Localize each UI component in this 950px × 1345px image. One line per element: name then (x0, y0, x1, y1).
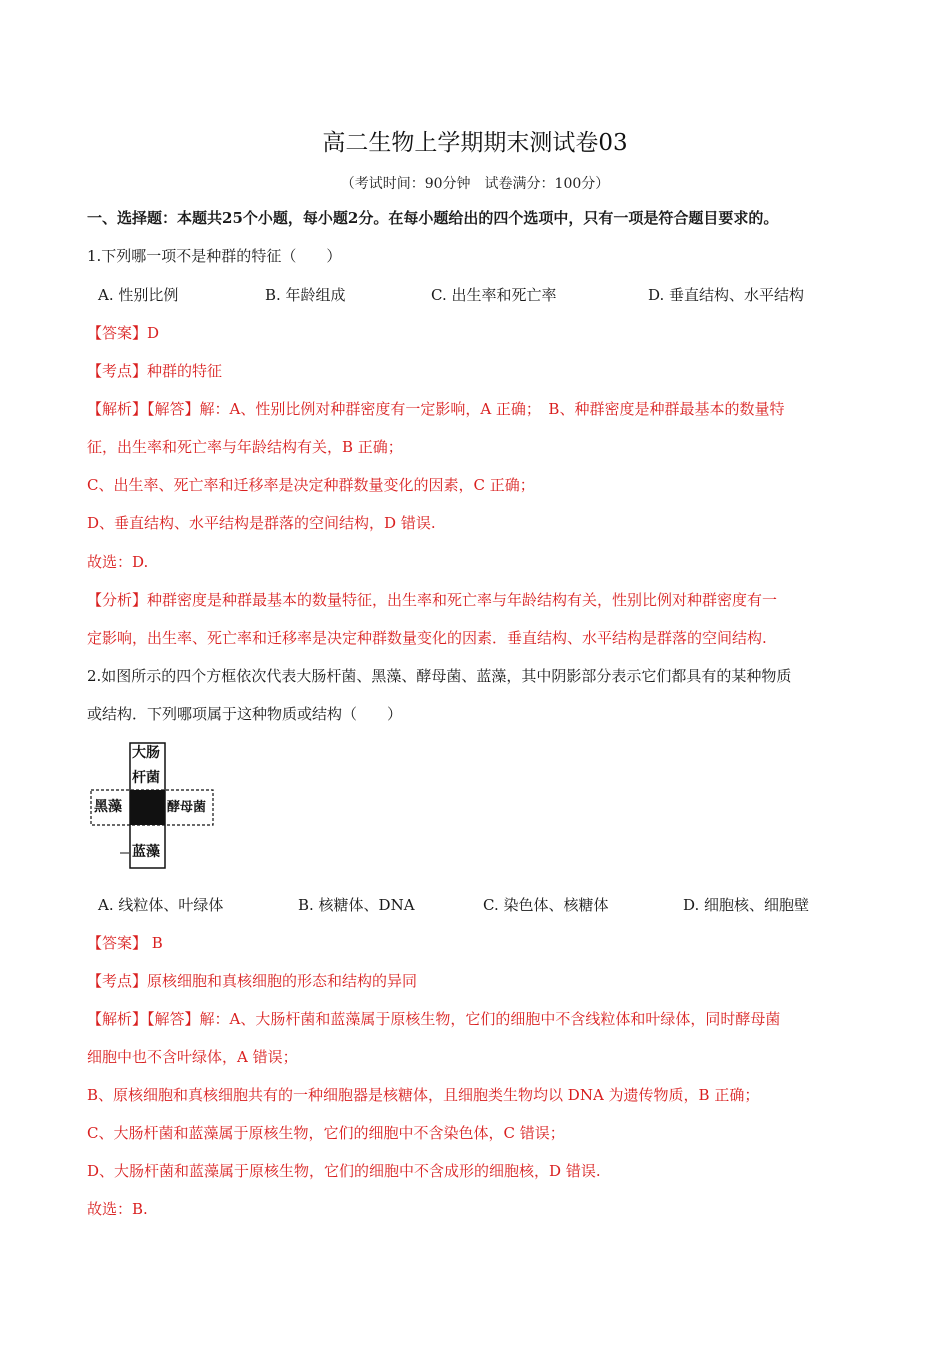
venn-figure (88, 740, 218, 872)
q1-jiexi-line: C、出生率、死亡率和迁移率是决定种群数量变化的因素，C 正确； (87, 476, 535, 494)
q1-jiexi-line: 【解析】【解答】解：A、性别比例对种群密度有一定影响，A 正确； B、种群密度是种群最基本的数量特 (87, 400, 785, 418)
q1-fenxi-line: 【分析】种群密度是种群最基本的数量特征，出生率和死亡率与年龄结构有关，性别比例对种群密度有一 (87, 591, 778, 609)
q1-answer: 【答案】D (87, 324, 160, 342)
q1-jiexi-line: D、垂直结构、水平结构是群落的空间结构，D 错误. (87, 514, 436, 532)
q2-jiexi-line: 细胞中也不含叶绿体，A 错误； (87, 1048, 298, 1066)
q1-stem: 1.下列哪一项不是种群的特征（ ） (87, 247, 342, 265)
q1-fenxi-line: 定影响，出生率、死亡率和迁移率是决定种群数量变化的因素．垂直结构、水平结构是群落的空间结构. (87, 629, 767, 647)
q1-option-c: C. 出生率和死亡率 (431, 286, 557, 304)
q2-option-b: B. 核糖体、DNA (298, 896, 415, 914)
q2-stem-line: 或结构．下列哪项属于这种物质或结构（ ） (87, 705, 403, 723)
q2-guxuan: 故选：B. (87, 1200, 148, 1218)
figure-label-hydrilla: 黑藻 (94, 799, 122, 815)
figure-label-ecoli-2: 杆菌 (132, 770, 160, 786)
q2-option-a: A. 线粒体、叶绿体 (98, 896, 224, 914)
exam-info: （考试时间：90分钟 试卷满分：100分） (340, 176, 610, 192)
q2-jiexi-line: D、大肠杆菌和蓝藻属于原核生物，它们的细胞中不含成形的细胞核，D 错误. (87, 1162, 601, 1180)
q1-jiexi-line: 征，出生率和死亡率与年龄结构有关，B 正确； (87, 438, 403, 456)
q1-kaodian: 【考点】种群的特征 (87, 362, 223, 380)
q2-stem-line: 2.如图所示的四个方框依次代表大肠杆菌、黑藻、酵母菌、蓝藻，其中阴影部分表示它们都具有的某种物质 (87, 667, 792, 685)
page-title: 高二生物上学期期末测试卷03 (322, 130, 628, 156)
q2-jiexi-line: C、大肠杆菌和蓝藻属于原核生物，它们的细胞中不含染色体，C 错误； (87, 1124, 565, 1142)
figure-label-ecoli-1: 大肠 (132, 745, 160, 761)
q2-option-d: D. 细胞核、细胞壁 (683, 896, 810, 914)
q2-jiexi-line: B、原核细胞和真核细胞共有的一种细胞器是核糖体，且细胞类生物均以 DNA 为遗传物质，B 正确； (87, 1086, 760, 1104)
q2-jiexi-line: 【解析】【解答】解：A、大肠杆菌和蓝藻属于原核生物，它们的细胞中不含线粒体和叶绿体，同时酵母菌 (87, 1010, 781, 1028)
q2-option-c: C. 染色体、核糖体 (483, 896, 609, 914)
q2-kaodian: 【考点】原核细胞和真核细胞的形态和结构的异同 (87, 972, 418, 990)
q1-option-a: A. 性别比例 (98, 286, 179, 304)
figure-label-cyanobacteria: 蓝藻 (132, 844, 160, 860)
q1-guxuan: 故选：D. (87, 553, 149, 571)
section-heading: 一、选择题：本题共25个小题，每小题2分。在每小题给出的四个选项中，只有一项是符合题目要求的。 (87, 209, 779, 227)
q2-answer: 【答案】 B (87, 934, 163, 952)
q1-option-d: D. 垂直结构、水平结构 (648, 286, 805, 304)
figure-label-yeast: 酵母菌 (167, 800, 207, 815)
q1-option-b: B. 年龄组成 (265, 286, 346, 304)
